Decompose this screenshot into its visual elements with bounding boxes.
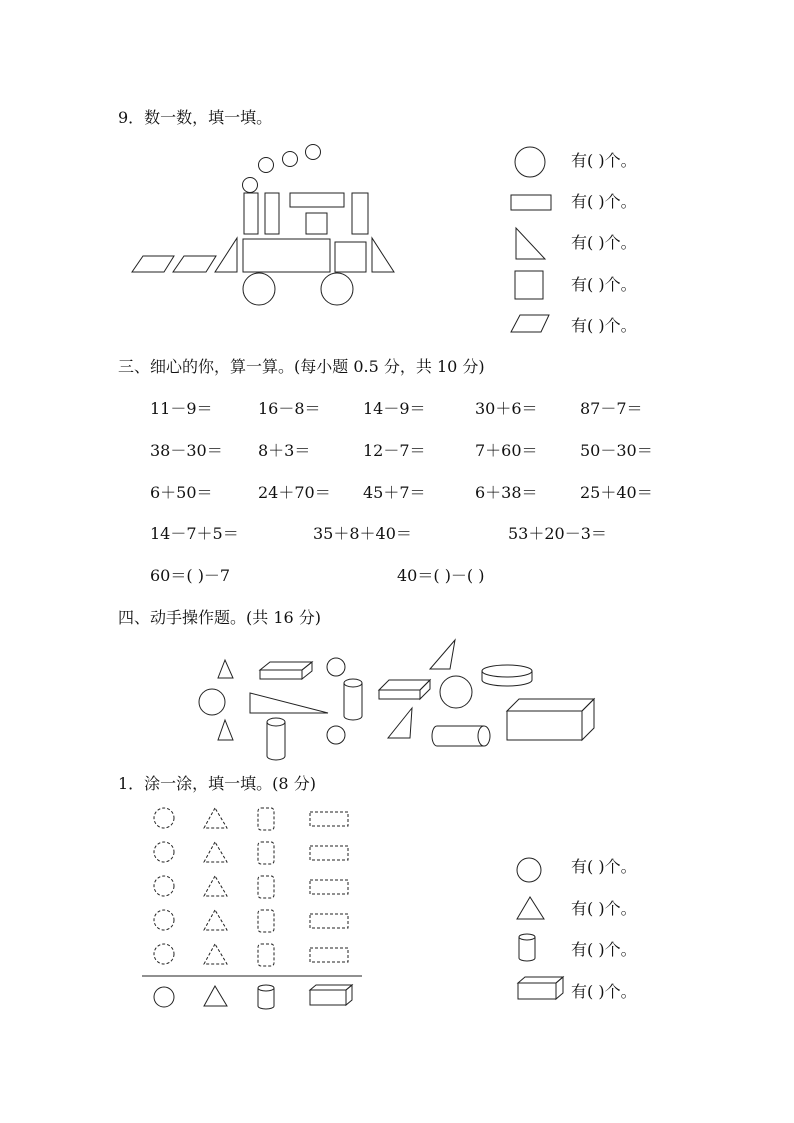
dashed-cuboid (310, 812, 348, 826)
dashed-row (154, 842, 348, 864)
calc-item[interactable]: 11－9＝ (150, 399, 213, 418)
calc-item[interactable]: 50－30＝ (580, 441, 653, 460)
shape-triangle (218, 720, 233, 740)
dashed-circle (154, 808, 174, 828)
legend-circle-icon (515, 147, 545, 177)
dashed-row (154, 808, 348, 830)
calc-item[interactable]: 12－7＝ (363, 441, 426, 460)
train-smoke-circle (259, 158, 274, 173)
legend-rectangle-icon (511, 195, 551, 210)
calc-item[interactable]: 8＋3＝ (258, 441, 311, 460)
shape-circle (199, 689, 225, 715)
dashed-cylinder (258, 808, 274, 830)
train-parallelogram (132, 256, 174, 272)
train-wheel-circle (243, 273, 275, 305)
base-circle (154, 987, 174, 1007)
shape-cuboid-top (379, 680, 430, 690)
scattered-shapes (199, 640, 594, 760)
calc-item[interactable]: 16－8＝ (258, 399, 321, 418)
dashed-triangle (204, 842, 227, 862)
dashed-row (154, 876, 348, 898)
shape-cylinder (344, 679, 362, 720)
dashed-row (154, 944, 348, 966)
base-cylinder (258, 985, 274, 1009)
dashed-cylinder (258, 944, 274, 966)
dashed-row (154, 910, 348, 932)
train-parallelogram (173, 256, 216, 272)
q1-count-triangle[interactable]: 有( )个。 (571, 899, 637, 918)
dashed-cuboid (310, 914, 348, 928)
q1-count-cuboid[interactable]: 有( )个。 (571, 982, 637, 1001)
legend-triangle-icon (516, 228, 545, 259)
dashed-cuboid (310, 846, 348, 860)
calc-item[interactable]: 7＋60＝ (475, 441, 538, 460)
train-rect (265, 193, 279, 234)
calc-item[interactable]: 53＋20－3＝ (508, 524, 607, 543)
dashed-cuboid (310, 948, 348, 962)
q1-legend-triangle-icon (517, 897, 544, 919)
train-rect (243, 239, 330, 272)
calc-item[interactable]: 25＋40＝ (580, 483, 653, 502)
calc-item[interactable]: 24＋70＝ (258, 483, 331, 502)
shape-circle (327, 658, 345, 676)
section4-title: 四、动手操作题。(共 16 分) (118, 608, 322, 627)
q1-title: 1．涂一涂，填一填。(8 分) (118, 774, 316, 793)
calc-item[interactable]: 60＝( )－7 (150, 566, 231, 585)
shape-disc-cylinder (482, 665, 532, 686)
calc-item[interactable]: 87－7＝ (580, 399, 643, 418)
base-cuboid (310, 985, 352, 1005)
calc-item[interactable]: 6＋38＝ (475, 483, 538, 502)
dashed-cylinder (258, 910, 274, 932)
train-rect (290, 193, 344, 207)
train-triangle (372, 238, 394, 272)
q9-count-circle[interactable]: 有( )个。 (571, 151, 637, 170)
q9-count-triangle[interactable]: 有( )个。 (571, 233, 637, 252)
dashed-triangle (204, 808, 227, 828)
calc-item[interactable]: 14－9＝ (363, 399, 426, 418)
section3-title: 三、细心的你，算一算。(每小题 0.5 分，共 10 分) (118, 357, 485, 376)
dashed-circle (154, 910, 174, 930)
q1-count-circle[interactable]: 有( )个。 (571, 857, 637, 876)
train-smoke-circle (283, 152, 298, 167)
solid-shape-row (154, 985, 352, 1009)
shape-cylinder (267, 718, 285, 760)
shape-cuboid-front (260, 670, 302, 679)
dashed-cylinder (258, 842, 274, 864)
dashed-circle (154, 876, 174, 896)
dashed-triangle (204, 944, 227, 964)
shape-triangle (388, 708, 412, 738)
calc-item[interactable]: 14－7＋5＝ (150, 524, 239, 543)
shape-cuboid-large (507, 699, 594, 740)
shape-cylinder-horizontal (432, 726, 490, 746)
shape-circle (327, 726, 345, 744)
train-triangle (215, 238, 237, 272)
calc-item[interactable]: 40＝( )－( ) (397, 566, 485, 585)
train-chimney-circle (243, 178, 258, 193)
q1-legend-cuboid-icon (518, 977, 563, 999)
dashed-circle (154, 944, 174, 964)
train-square (335, 242, 366, 272)
calc-item[interactable]: 45＋7＝ (363, 483, 426, 502)
calc-item[interactable]: 35＋8＋40＝ (313, 524, 412, 543)
dashed-circle (154, 842, 174, 862)
shape-triangle (430, 640, 455, 669)
dashed-cylinder (258, 876, 274, 898)
train-square (306, 213, 327, 234)
shape-circle (440, 676, 472, 708)
calc-item[interactable]: 6＋50＝ (150, 483, 213, 502)
train-figure (132, 145, 394, 306)
shape-cuboid-side (302, 662, 312, 679)
dashed-triangle (204, 910, 227, 930)
shape-cuboid-front (379, 690, 420, 699)
q1-legend-circle-icon (517, 858, 541, 882)
legend-parallelogram-icon (511, 315, 549, 332)
q9-count-parallelogram[interactable]: 有( )个。 (571, 316, 637, 335)
train-rect (352, 193, 368, 234)
calc-item[interactable]: 30＋6＝ (475, 399, 538, 418)
q9-count-rectangle[interactable]: 有( )个。 (571, 192, 637, 211)
train-smoke-circle (306, 145, 321, 160)
q9-title: 9．数一数，填一填。 (118, 108, 273, 127)
q1-count-cylinder[interactable]: 有( )个。 (571, 940, 637, 959)
dashed-shape-grid (154, 808, 348, 966)
train-rect (244, 193, 258, 234)
q9-count-square[interactable]: 有( )个。 (571, 275, 637, 294)
base-triangle (204, 986, 227, 1006)
legend-square-icon (515, 271, 543, 299)
dashed-cuboid (310, 880, 348, 894)
dashed-triangle (204, 876, 227, 896)
shape-triangle (250, 693, 328, 713)
q1-legend-cylinder-icon (519, 934, 535, 961)
train-wheel-circle (321, 273, 353, 305)
shape-cuboid-side (420, 680, 430, 699)
shape-triangle (218, 660, 233, 678)
calc-item[interactable]: 38－30＝ (150, 441, 223, 460)
